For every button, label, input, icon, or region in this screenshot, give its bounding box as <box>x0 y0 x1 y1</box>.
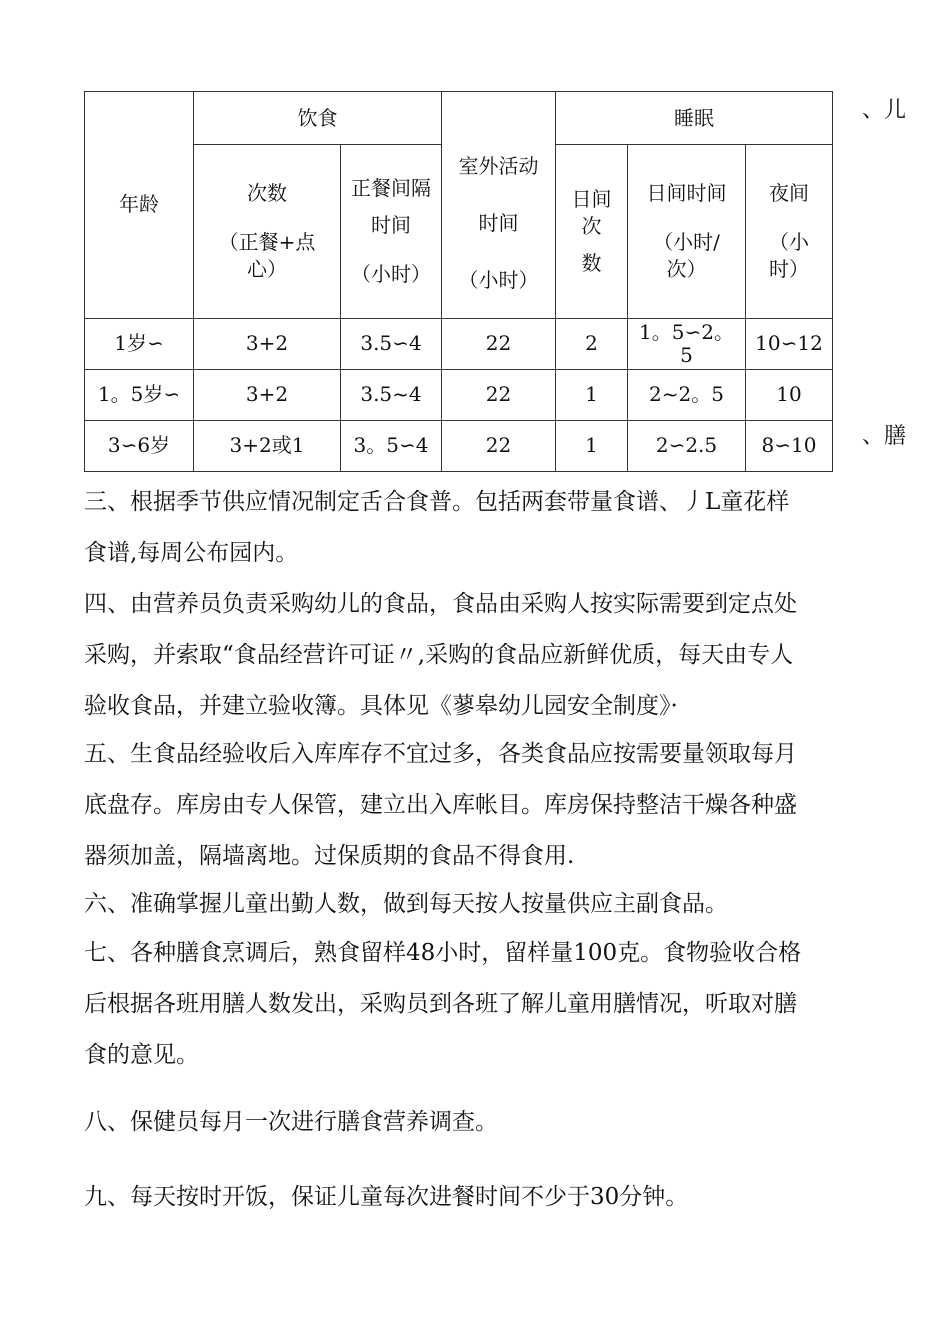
cell-meals: 3+2 <box>194 318 341 369</box>
paragraph-line: 食谱,每周公布园内。 <box>84 540 299 566</box>
header-meal-interval-line: （小时） <box>351 261 431 286</box>
header-meals-count-line: 次数 <box>247 180 287 205</box>
paragraph-line: 四、由营养员负责采购幼儿的食品，食品由采购人按实际需要到定点处 <box>84 591 797 617</box>
cell-age: 1。5岁∽ <box>85 369 194 420</box>
paragraph-line: 三、根据季节供应情况制定舌合食普。包括两套带量食谱、丿L童花样 <box>84 489 790 515</box>
paragraph-5 <box>84 729 884 882</box>
header-day-time-line: （小时/ <box>653 229 720 254</box>
header-age-label: 年龄 <box>119 192 159 217</box>
cell-age: 3∽6岁 <box>85 420 194 471</box>
cell-day-time: 2∽2.5 <box>628 420 746 471</box>
cell-night: 10∽12 <box>746 318 833 369</box>
paragraph-3 <box>84 477 884 579</box>
header-day-count-line: 次 <box>581 213 602 238</box>
header-day-time-line: 日间时间 <box>646 180 727 205</box>
header-diet-label: 饮食 <box>297 105 338 130</box>
header-sleep-label: 睡眠 <box>674 105 714 130</box>
cell-interval: 3.5~4 <box>341 369 442 420</box>
schedule-table-wrapper <box>84 91 832 472</box>
header-day-time <box>628 145 746 318</box>
cell-outdoor: 22 <box>442 318 556 369</box>
header-night-line: （小 <box>769 229 809 254</box>
header-sleep <box>556 92 833 145</box>
paragraph-line: 六、准确掌握儿童出勤人数，做到每天按人按量供应主副食品。 <box>84 891 728 917</box>
cell-outdoor: 22 <box>442 420 556 471</box>
table-row <box>85 420 833 471</box>
paragraph-line: 器须加盖，隔墙离地。过保质期的食品不得食用. <box>84 843 575 869</box>
paragraph-8 <box>84 1097 884 1148</box>
cell-day-count: 2 <box>556 318 628 369</box>
cell-outdoor: 22 <box>442 369 556 420</box>
table-row <box>85 369 833 420</box>
cell-meals: 3+2或1 <box>194 420 341 471</box>
cell-day-count: 1 <box>556 369 628 420</box>
paragraph-7 <box>84 928 884 1081</box>
header-night-line: 时） <box>769 256 809 281</box>
paragraph-line: 采购，并索取“食品经营许可证〃,采购的食品应新鲜优质，每天由专人 <box>84 642 794 668</box>
paragraph-line: 验收食品，并建立验收簿。具体见《蓼皋幼儿园安全制度》· <box>84 693 678 719</box>
cell-night: 8∽10 <box>746 420 833 471</box>
paragraph-9 <box>84 1172 884 1223</box>
paragraph-line: 七、各种膳食烹调后，熟食留样48小时，留样量100克。食物验收合格 <box>84 940 802 966</box>
cell-day-count: 1 <box>556 420 628 471</box>
cell-interval: 3。5∽4 <box>341 420 442 471</box>
cell-day-time-line: 5 <box>680 342 693 367</box>
paragraph-4 <box>84 579 884 732</box>
paragraph-line: 九、每天按时开饭，保证儿童每次进餐时间不少于30分钟。 <box>84 1184 689 1210</box>
paragraph-line: 食的意见。 <box>84 1042 199 1068</box>
header-day-time-line: 次） <box>666 256 707 281</box>
header-outdoor-time: 时间 <box>478 211 519 236</box>
header-outdoor-label: 室外活动 <box>458 154 539 179</box>
header-meals-count-line: （正餐+点 <box>218 229 316 254</box>
paragraph-line: 后根据各班用膳人数发出，采购员到各班了解儿童用膳情况，听取对膳 <box>84 991 797 1017</box>
cell-night: 10 <box>746 369 833 420</box>
header-diet <box>194 92 442 145</box>
header-meals-count-line: 心） <box>247 256 287 281</box>
schedule-table <box>84 91 833 472</box>
header-day-count-line: 日间 <box>571 186 612 211</box>
side-note: 、膳 <box>862 424 907 449</box>
cell-day-time: 2~2。5 <box>628 369 746 420</box>
header-age <box>85 92 194 319</box>
cell-day-time-line: 1。5∽2。 <box>639 319 734 344</box>
paragraph-line: 五、生食品经验收后入库库存不宜过多，各类食品应按需要量领取每月 <box>84 741 797 767</box>
table-row <box>85 318 833 369</box>
cell-meals: 3+2 <box>194 369 341 420</box>
cell-day-time <box>628 318 746 369</box>
header-meal-interval-line: 时间 <box>371 212 411 237</box>
header-meals-count <box>194 145 341 318</box>
header-outdoor-unit: （小时） <box>458 268 539 293</box>
paragraph-line: 底盘存。库房由专人保管，建立出入库帐目。库房保持整洁干燥各种盛 <box>84 792 797 818</box>
header-night-line: 夜间 <box>769 180 809 205</box>
cell-interval: 3.5∽4 <box>341 318 442 369</box>
cell-age: 1岁∽ <box>85 318 194 369</box>
paragraph-6 <box>84 879 884 930</box>
header-meal-interval <box>341 145 442 318</box>
header-meal-interval-line: 正餐间隔 <box>351 175 431 200</box>
header-day-count-line: 数 <box>581 250 602 275</box>
header-day-count <box>556 145 628 318</box>
paragraph-line: 八、保健员每月一次进行膳食营养调查。 <box>84 1109 498 1135</box>
side-note: 、儿 <box>862 98 907 123</box>
header-outdoor <box>442 92 556 319</box>
header-night <box>746 145 833 318</box>
